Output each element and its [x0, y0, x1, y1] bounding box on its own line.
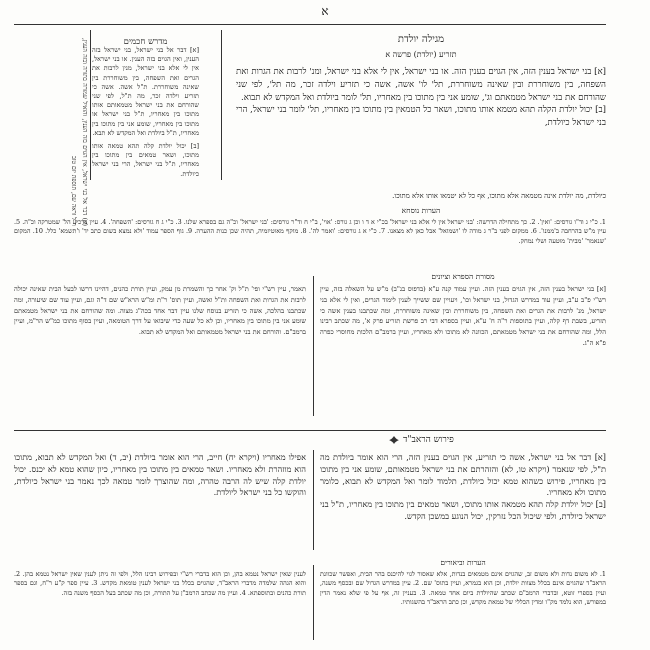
raavad-divider	[313, 450, 314, 550]
explanation-left-text: תאמר, עיין רש"י ופי' ת"ל וק' אחר כך והשמרת מן עמק, ועיין תורת כהנים, דהיינו דרשו לבעל הבית שאינה יכולה לרבות את הגרות ואת השפחה ות"ל ואשה, ועיין תוס' ר"ת ומ"ש הרא"ש שם ד"ה וגם, ועיין עוד שם שיעורה, ומה שכתבנו בהלכה, אשה כי תזריע בנוסח שלנו עיין דבר אחד בכה"ג מצוה. ומה שהורחם את בני ישראל מטמאתם שומע אני בין מתוכו בין מאחריו, וכן לא כל שעה כדי שיבואו על דרך הטומאה, ועיין בסוף מתוכו כמ"ש הר"מ, ועיין ברמב"ם. והורחם את בני ישראל מטמאותם ואל המקדש לא תבוא.	[14, 285, 306, 337]
sidebar	[92, 46, 199, 183]
raavad-title: פירוש הראב"ד	[403, 435, 454, 445]
raavad-right	[320, 452, 606, 523]
explanation-left	[14, 284, 306, 338]
page-number: א	[321, 4, 329, 18]
margin-notes-text: (א) דבר אל בני ישראל, אין הגוים בזה הענין, והואיל שמורה בתורה ובזה הענין, ר"ל וראה שם, תוספת יום טוב	[70, 38, 88, 226]
notes-right	[320, 570, 606, 607]
margin-divider	[90, 30, 91, 180]
sidebar-title: מדרש חכמים	[123, 37, 168, 47]
main-title: מגילה יולדת	[397, 34, 445, 45]
explanation-right-text: [א] בני ישראל בענין הזה, אין הגוים בענין הזה. ועיין עמוד קנה ע"א (בדפוס בנ"ב) מ"ש על השאלה בזה, עיין רש"י פ"ב ע"ב, ועיין עוד במדרש הגדול, בני ישראל וכו', ויעויין שם ששייך לענין לימוד הגרים, ואין לי אלא בני ישראל, מנ' לרבות את הגרים ואת השפחה, בין משוחררת ובין שאינה משוחררת, ומה שכתבנו בענין אשה כי תזריע, בשבת דף קלה, ועיין בתוספות ר"ה ח' ע"א, ועיין בספרא דבי רב פרשת תזריע פרק א', מה שכתב רבינו הלל, ומה שהורחם את בני ישראל מטמאתם, הכוונה לא מתוכו ולא מאחריו, ועיין ברמב"ם הלכות מחוסרי כפרה פ"א ה"ג.	[320, 285, 606, 347]
notes-left	[14, 570, 306, 598]
raavad-right-text: [א] דבר אל בני ישראל, אשה כי תזריע, אין הגוים בענין הזה, הרי הוא אומר ביולדת מה ת"ל, לפי שנאמר (ויקרא טו, לא) והזהרתם את בני ישראל מטמאותם, שומע אני בין מתוכו בין מאחריו, פירוש כשהוא טמא יכול כיולדת, תלמוד לומר ואל המקדש לא תבוא, כלומר מתוכו ולא מאחריו.	[320, 452, 606, 498]
top-rule	[14, 24, 606, 25]
raavad-left	[14, 452, 306, 499]
main-subtitle: תזריע (יולדת) פרשה א	[385, 50, 457, 59]
notes-left-text: לענין שאין ישראל נטמא בהן, וכן הוא בדברי רש"י ובפירוש רבינו הלל, ולפי זה ניתן לענין שאין ישראל נטמא בהן. 2. והוא הגהה שלמדה מדברי הראב"ד, שהגוים בכלל בני ישראל לענין טומאת מקדש. 3. עיין ספר ק"ע ר"ח, וגם בספר תורת כהנים ובתוספתא. 4. ועיין מה שכתב הרמב"ן על התורה, וכן מה שכתב בעל הכסף משנה בזה.	[14, 570, 306, 597]
explanation-divider	[313, 276, 314, 416]
sidebar-text: [א] דבר אל בני ישראל, בני ישראל בזה הענין, ואין הגוים בזה הענין. או בני ישראל, אין לי אלא בני ישראל, מנין לרבות את הגרים ואת השפחה, בין משוחררת בין שאינה משוחררת. ת"ל אשה. אשה כי תזריע וילדה זכר, מה ת"ל, לפי שני שהורחם את בני ישראל מטמאותם אותו מתוכו בין מאחריו, ת"ל בני ישראל או מתוכו בין מאחריו, שומע אני בין מתוכו בין מאחריו, ת"ל ביולדת ואל המקדש לא תבא.	[92, 46, 199, 137]
column-divider	[221, 30, 222, 180]
lily-ornament-icon	[388, 435, 400, 445]
raavad-left-text: אפילו מאחריו (ויקרא יח) חייב, הרי הוא אומר ביולדת (יב, ד) ואל המקדש לא תבוא, מתוכו הוא מוזהרת ולא מאחריו. ושאר טמאים בין מתוכו בין מאחריו, כיון שהוא טמא לא יכנס. יכול יולדת קלה שיש לה הרבה טהרה, ומה שהוצרך לומר טמאה לכך נאמר בני ישראל כיולדת, והוקשו כל בני ישראל ליולדת.	[14, 452, 306, 498]
raavad-rule	[14, 430, 606, 431]
explanation-title: מסורת הספרא וציונים	[431, 272, 495, 281]
notes-right-text: 1. לא משום נדות ולא משום זב, שהגוים אינם מטמאים בנדות, אלא שאסור לגוי להיכנס בהר הבית, ואפשר שכוונת הראב"ד שהגוים אינם בכלל מצוות יולדת, וכן הוא בגמרא, ועיין בתוס' שם. 2. עיין במדרש הגדול שם ובכסף משנה, ועיין בספרי זוטא, ובדברי הרמב"ם שכתב שהיולדת ביום אחד טמאה. 3. בעניין זה, אף על פי שלא נאמר הדין במפורש, הוא נלמד מק"ו ומדין הכללי של טמאת מקדש, וכן כתב הראב"ד בהשגותיו.	[320, 570, 607, 606]
raavad-right-text-2: [ב] יכול יולדת קלה תהא מטמאה אותו מתוכו, ושאר טמאים בין מתוכו בין מאחריו, ת"ל בני ישראל כיולדת, ולפי שיכול הכל נזרקין, יכול הנוגע במשכן הקדש.	[320, 499, 606, 521]
variants-text: 1. כ"י ג וד"ו גורסים: 'ואין'. 2. כך מתחילה הדרשה: 'בני ישראל אין לי אלא בני ישראל' בכ"י א ד ו וכן ג גורס: 'אוי', ב"י ח וד"ר גורסים: 'בני ישראל' וכ"ה גם בספרא שלנו. 3. כ"י ג ח גורסים: 'השפחה'. 4. עיין ברכיע הל' שמטרקה וכ"ה. 5. עיין מ"ש בהרחבה ב'ממנו'. 6. ממקום לפני ב"ר ג מודה לו 'ושמואל' אבל כאן לא מצאנו. 7. כ"י א ג גורסים: 'ואמר לה'. 8. מוקף מאוטיזמיה, תהיה שכן כנות ההערה. 9. גוף הספר עמוד 'ולא נמצא בשום כתב יד' ו'תשמא' כלל. 10. המקום 'שנאמר' 'מבית' מוטעה ושלי נמחק.	[14, 218, 606, 245]
sidebar-text-2: [ב] יכול יולדת קלה תהא טמאה אותו מתוכו, ושאר טמאים בין מתוכו בין מאחריו, ת"ל בני ישראל, הרי בני ישראל כיולדת.	[92, 142, 199, 178]
main-para-1: [א] בני ישראל בענין הזה, אין הגוים בענין הזה. או בני ישראל, אין לי אלא בני ישראל, ומנ' לרבות את הגרות ואת השפחה, בין משוחררת ובין שאינה משוחררת, תל' לו' אשה, אשה כי תזריע וילדה זכר, מה תל', לפי שני שהורחם את בני ישראל מטמאתם וג', שומע אני בין מתוכו בין מאחריו, תל' לומר ביולדת ואל המקדש לא תבוא.	[236, 67, 606, 103]
main-text	[236, 66, 606, 130]
notes-divider	[313, 565, 314, 640]
raavad-heading	[236, 434, 606, 445]
explanation-right	[320, 284, 606, 349]
notes-title: הערות וביאורים	[440, 558, 486, 567]
main-tail: כיולדת, מה יולדת אינה מטמאה אלא מתוכו, אף כל לא יטמאו אותו אלא מתוכו.	[392, 192, 606, 200]
variants-title: הערות נוסחא	[401, 206, 441, 215]
main-para-2: [ב] יכול יולדת הקלה תהא מטמא אותו מתוכו, ושאר כל הטמאין בין מתוכו בין מאחריו, תל' לומר בני ישראל, הרי בני ישראל כיולדת,	[236, 105, 606, 129]
